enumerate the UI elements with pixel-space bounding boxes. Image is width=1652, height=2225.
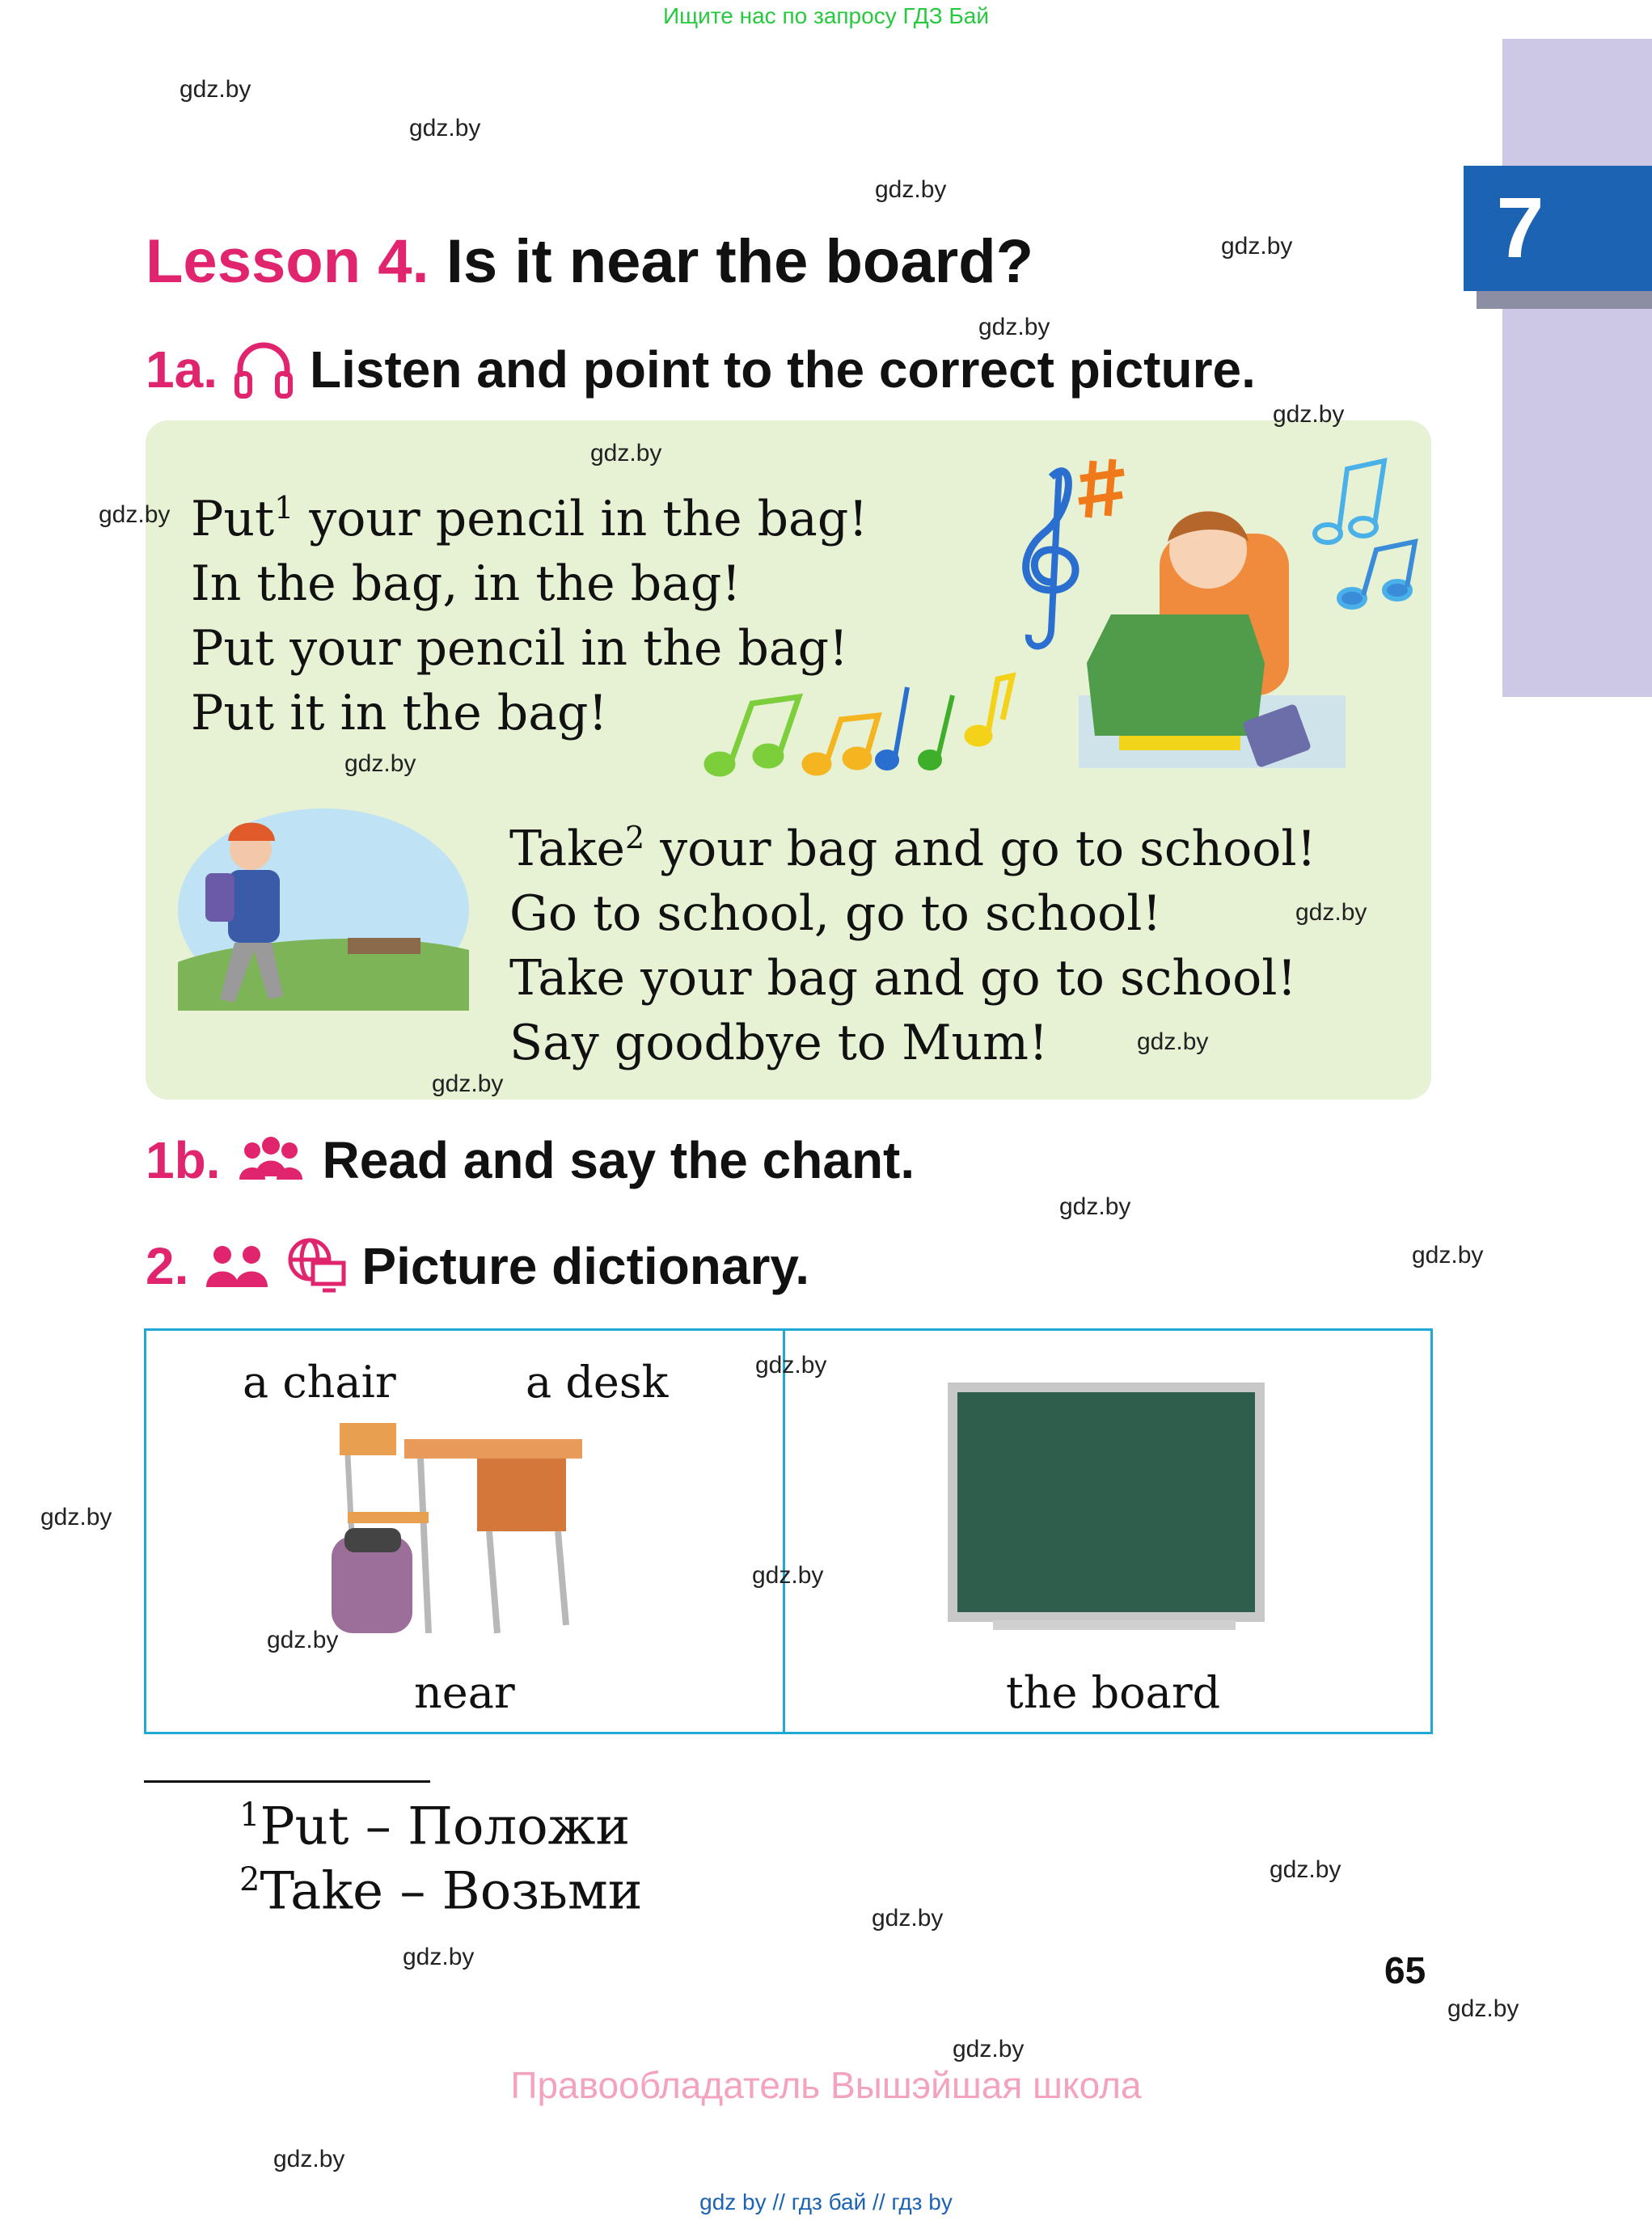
watermark: gdz.by (1412, 1242, 1484, 1269)
note-icon (707, 697, 799, 774)
watermark: gdz.by (978, 314, 1050, 340)
chant-line: Say goodbye to Mum! (509, 1015, 1049, 1071)
board-image (944, 1379, 1268, 1638)
headphones-icon (232, 338, 295, 401)
task-1a-text: Listen and point to the correct picture. (309, 340, 1256, 399)
footnote-mark: 1 (239, 1796, 260, 1834)
picture-dictionary-divider (783, 1328, 785, 1734)
watermark: gdz.by (180, 76, 251, 103)
lesson-label: Lesson 4. (146, 227, 429, 296)
watermark: gdz.by (875, 176, 947, 203)
chair-desk-backpack-image (315, 1415, 590, 1641)
lesson-title (146, 226, 1033, 297)
pair-icon (203, 1242, 271, 1290)
chant-line: In the bag, in the bag! (191, 555, 741, 612)
note-icon (920, 695, 953, 768)
watermark: gdz.by (403, 1944, 475, 1970)
task-2 (146, 1235, 809, 1297)
dict-word-board: the board (1006, 1667, 1221, 1718)
dict-word-chair: a chair (243, 1357, 396, 1408)
watermark: gdz.by (409, 115, 481, 141)
side-strip (1502, 39, 1652, 697)
watermark: gdz.by (1273, 401, 1345, 428)
rights-holder: Правообладатель Вышэйшая школа (510, 2064, 1142, 2106)
chant-line: Put it in the bag! (191, 685, 608, 741)
watermark: gdz.by (755, 1352, 827, 1378)
watermark: gdz.by (40, 1504, 112, 1530)
watermark: gdz.by (99, 501, 171, 528)
chant-line: Take$^2$ your bag and go to school! (509, 820, 1316, 877)
bottom-links[interactable]: gdz by // гдз бай // гдз by (699, 2189, 953, 2214)
chant-line: Take your bag and go to school! (509, 950, 1297, 1007)
watermark: gdz.by (953, 2036, 1025, 2062)
unit-number: 7 (1496, 180, 1544, 276)
footnote-text: Put – Положи (260, 1796, 631, 1857)
watermark: gdz.by (872, 1905, 944, 1932)
chant-line: Put your pencil in the bag! (191, 620, 849, 677)
footnote-text: Take – Возьми (260, 1861, 643, 1922)
watermark: gdz.by (1270, 1856, 1341, 1883)
task-1b-text: Read and say the chant. (322, 1131, 915, 1189)
watermark: gdz.by (344, 750, 416, 777)
task-2-text: Picture dictionary. (361, 1237, 809, 1295)
group-icon (234, 1134, 307, 1186)
note-icon (805, 716, 878, 773)
task-1a-number: 1a. (146, 340, 218, 399)
watermark: gdz.by (1059, 1193, 1131, 1220)
boy-packing-bag-image (1079, 501, 1346, 768)
top-banner[interactable]: Ищите нас по запросу ГДЗ Бай (662, 3, 990, 28)
watermark: gdz.by (1295, 899, 1367, 926)
footnote-mark: 2 (239, 1861, 260, 1898)
watermark: gdz.by (1447, 1995, 1519, 2022)
watermark: gdz.by (273, 2146, 345, 2172)
footnote-rule (144, 1780, 430, 1783)
treble-clef-icon (1026, 469, 1075, 646)
footnote-2 (239, 1861, 642, 1921)
task-2-number: 2. (146, 1237, 189, 1295)
globe-screen-icon (285, 1235, 347, 1297)
watermark: gdz.by (1221, 233, 1293, 260)
boy-walking-to-school-image (178, 809, 469, 1011)
lesson-heading: Is it near the board? (446, 227, 1034, 296)
footnote-1 (239, 1796, 630, 1856)
task-1b-number: 1b. (146, 1131, 221, 1189)
watermark: gdz.by (590, 440, 662, 467)
watermark: gdz.by (267, 1627, 339, 1653)
task-1a (146, 338, 1256, 401)
unit-tab-shadow (1477, 291, 1652, 309)
watermark: gdz.by (752, 1562, 824, 1589)
chant-line: Put$^1$ your pencil in the bag! (191, 490, 868, 547)
page-number: 65 (1384, 1949, 1426, 1991)
dict-word-desk: a desk (526, 1357, 669, 1408)
note-icon (877, 687, 907, 768)
dict-word-near: near (414, 1667, 515, 1718)
chant-line: Go to school, go to school! (509, 885, 1162, 942)
task-1b (146, 1130, 915, 1190)
note-icon (967, 676, 1012, 744)
watermark: gdz.by (1137, 1028, 1209, 1055)
watermark: gdz.by (432, 1070, 504, 1097)
